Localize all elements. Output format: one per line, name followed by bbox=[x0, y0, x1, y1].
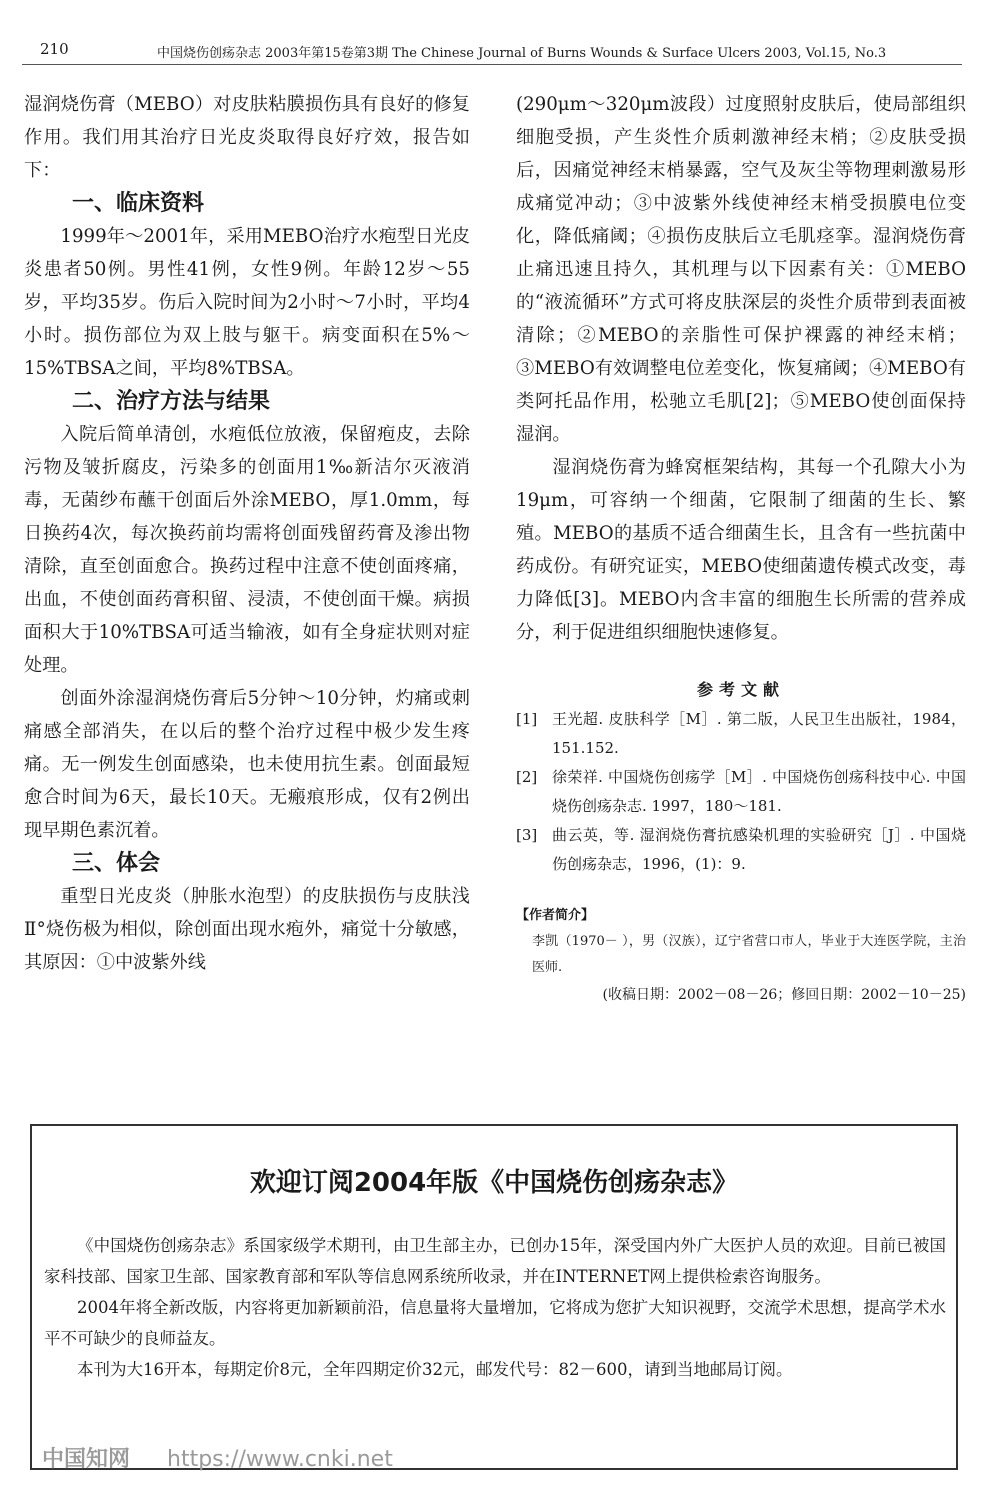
ad-paragraph-price: 本刊为大16开本，每期定价8元，全年四期定价32元，邮发代号：82－600，请到当地邮局订阅。 bbox=[77, 1360, 793, 1379]
reference-number: [2] bbox=[516, 768, 538, 786]
watermark-logo-text: 中国知网 bbox=[42, 1447, 131, 1472]
running-header bbox=[22, 40, 962, 65]
discussion-paragraph-continued: (290μm～320μm波段）过度照射皮肤后，使局部组织细胞受损，产生炎性介质刺激神经末梢；②皮肤受损后，因痛觉神经末梢暴露，空气及灰尘等物理刺激易形成痛觉冲动；③中波紫外线使神经末梢受损膜电位变化，降低痛阈；④损伤皮肤后立毛肌痉挛。湿润烧伤膏止痛迅速且持久，其机理与以下因素有关：①MEBO的“液流循环”方式可将皮肤深层的炎性介质带到表面被清除；②MEBO的亲脂性可保护裸露的神经末梢；③MEBO有效调整电位差变化，恢复痛阈；④MEBO有类阿托品作用，松驰立毛肌[2]；⑤MEBO使创面保持湿润。 bbox=[516, 94, 966, 445]
right-column bbox=[516, 88, 966, 1009]
author-info-heading: 【作者简介】 bbox=[516, 908, 595, 923]
reference-number: [3] bbox=[516, 826, 538, 844]
received-dates: (收稿日期：2002－08－26；修回日期：2002－10－25) bbox=[602, 987, 966, 1003]
ad-paragraph-revision: 2004年将全新改版，内容将更加新颖前沿，信息量将大量增加，它将成为您扩大知识视野，交流学术思想，提高学术水平不可缺少的良师益友。 bbox=[44, 1298, 946, 1348]
subscription-ad-title: 欢迎订阅2004年版《中国烧伤创疡杂志》 bbox=[249, 1168, 739, 1198]
clinical-data-paragraph: 1999年～2001年，采用MEBO治疗水疱型日光皮炎患者50例。男性41例，女性9例。年龄12岁～55岁，平均35岁。伤后入院时间为2小时～7小时，平均4小时。损伤部位为双上肢与躯干。病变面积在5%～15%TBSA之间，平均8%TBSA。 bbox=[24, 226, 470, 379]
section-heading-clinical-data: 一、临床资料 bbox=[72, 191, 205, 216]
subscription-ad-box bbox=[30, 1124, 958, 1470]
page-number: 210 bbox=[40, 40, 69, 58]
methods-paragraph: 入院后简单清创，水疱低位放液，保留疱皮，去除污物及皱折腐皮，污染多的创面用1‰新洁尔灭液消毒，无菌纱布蘸干创面后外涂MEBO，厚1.0mm，每日换药4次，每次换药前均需将创面残留药膏及渗出物清除，直至创面愈合。换药过程中注意不使创面疼痛，出血，不使创面药膏积留、浸渍，不使创面干燥。病损面积大于10%TBSA可适当输液，如有全身症状则对症处理。 bbox=[24, 424, 470, 676]
references-heading: 参考文献 bbox=[696, 680, 785, 699]
intro-paragraph: 湿润烧伤膏（MEBO）对皮肤粘膜损伤具有良好的修复作用。我们用其治疗日光皮炎取得良好疗效，报告如下： bbox=[24, 94, 470, 181]
reference-text: 王光超. 皮肤科学［M］. 第二版，人民卫生出版社，1984，151.152. bbox=[552, 710, 966, 757]
reference-number: [1] bbox=[516, 710, 538, 728]
ad-paragraph-intro: 《中国烧伤创疡杂志》系国家级学术期刊，由卫生部主办，已创办15年，深受国内外广大医护人员的欢迎。目前已被国家科技部、国家卫生部、国家教育部和军队等信息网系统所收录，并在INTERNET网上提供检索咨询服务。 bbox=[44, 1236, 946, 1286]
watermark-url: https://www.cnki.net bbox=[167, 1447, 393, 1472]
discussion-paragraph-start: 重型日光皮炎（肿胀水泡型）的皮肤损伤与皮肤浅Ⅱ°烧伤极为相似，除创面出现水疱外，痛觉十分敏感，其原因：①中波紫外线 bbox=[24, 886, 470, 973]
reference-text: 徐荣祥. 中国烧伤创疡学［M］. 中国烧伤创疡科技中心. 中国烧伤创疡杂志. 1997，180～181. bbox=[552, 768, 966, 815]
reference-text: 曲云英，等. 湿润烧伤膏抗感染机理的实验研究［J］. 中国烧伤创疡杂志，1996，(1)：9. bbox=[552, 826, 966, 873]
journal-line: 中国烧伤创疡杂志 2003年第15卷第3期 The Chinese Journal of Burns Wounds & Surface Ulcers 2003, Vol.15, No.3 bbox=[157, 46, 887, 61]
cnki-watermark bbox=[42, 1442, 393, 1473]
reference-item bbox=[516, 821, 966, 879]
honeycomb-paragraph: 湿润烧伤膏为蜂窝框架结构，其每一个孔隙大小为19μm，可容纳一个细菌，它限制了细菌的生长、繁殖。MEBO的基质不适合细菌生长，且含有一些抗菌中药成份。有研究证实，MEBO使细菌遗传模式改变，毒力降低[3]。MEBO内含丰富的细胞生长所需的营养成分，利于促进组织细胞快速修复。 bbox=[516, 457, 966, 643]
reference-item bbox=[516, 705, 966, 763]
left-column bbox=[24, 88, 470, 979]
subscription-ad-body bbox=[44, 1230, 946, 1385]
section-heading-methods-results: 二、治疗方法与结果 bbox=[72, 389, 271, 414]
section-heading-discussion: 三、体会 bbox=[72, 851, 161, 876]
author-info-text: 李凯（1970－ ），男（汉族），辽宁省营口市人，毕业于大连医学院，主治医师. bbox=[532, 934, 966, 975]
reference-item bbox=[516, 763, 966, 821]
results-paragraph: 创面外涂湿润烧伤膏后5分钟～10分钟，灼痛或刺痛感全部消失，在以后的整个治疗过程中极少发生疼痛。无一例发生创面感染，也未使用抗生素。创面最短愈合时间为6天，最长10天。无瘢痕形成，仅有2例出现早期色素沉着。 bbox=[24, 688, 470, 841]
